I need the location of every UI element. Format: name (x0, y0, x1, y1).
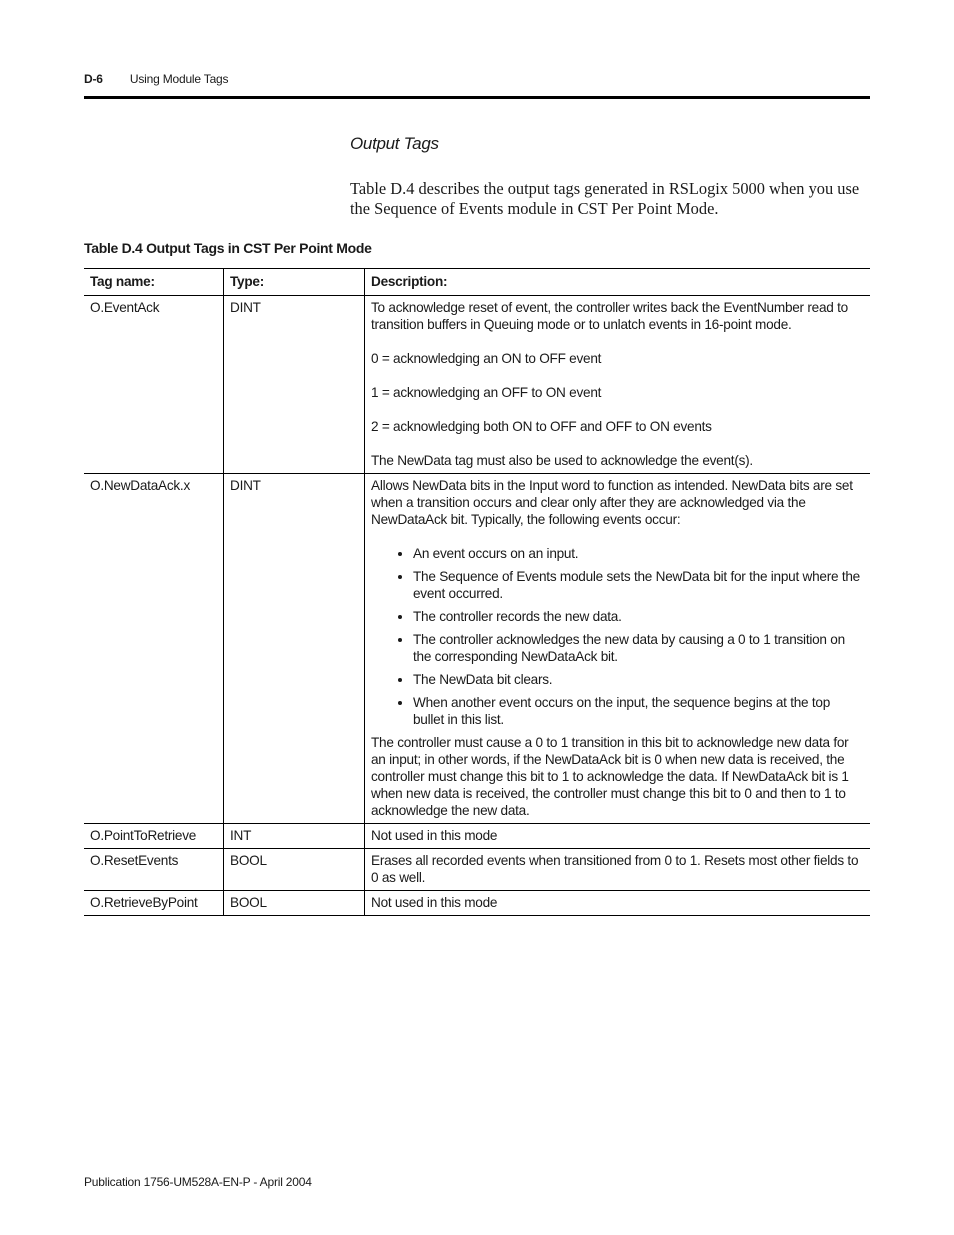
tag-name-cell: O.ResetEvents (90, 853, 179, 868)
description-paragraph: To acknowledge reset of event, the controller writes back the EventNumber read to transition buffers in Queuing mode or to unlatch events in 16-point mode. (371, 300, 848, 332)
description-cell (365, 296, 871, 474)
intro-paragraph: Table D.4 describes the output tags generated in RSLogix 5000 when you use the Sequence of Events module in CST Per Point Mode. (350, 179, 860, 218)
description-paragraph: The controller must cause a 0 to 1 transition in this bit to acknowledge new data for an input; in other words, if the NewDataAck bit is 0 when new data is received, the controller must change this bit to 1 to acknowledge the data. If NewDataAck bit is 1 when new data is received, the controller must change this bit to 0 and then to 1 to acknowledge the new data. (371, 735, 849, 818)
list-item: • The controller acknowledges the new data by causing a 0 to 1 transition on the corresponding NewDataAck bit. (413, 631, 864, 665)
type-cell: DINT (224, 474, 365, 824)
table-row (84, 474, 870, 824)
tag-name-cell: O.RetrieveByPoint (90, 895, 198, 910)
description-paragraph: 1 = acknowledging an OFF to ON event (371, 385, 602, 400)
column-header-type: Type: (224, 269, 365, 296)
page-number: D-6 (84, 72, 103, 86)
description-paragraph: 0 = acknowledging an ON to OFF event (371, 351, 602, 366)
description-cell (365, 474, 871, 824)
description-paragraph: 2 = acknowledging both ON to OFF and OFF to ON events (371, 419, 712, 434)
list-item: • An event occurs on an input. (413, 545, 864, 562)
event-sequence-list (371, 545, 864, 728)
list-item: • When another event occurs on the input, the sequence begins at the top bullet in this list. (413, 694, 864, 728)
type-cell: BOOL (224, 849, 365, 891)
table-header-row (84, 269, 870, 296)
description-cell: Not used in this mode (365, 891, 871, 916)
tag-name-cell: O.NewDataAck.x (90, 478, 190, 493)
description-paragraph: The NewData tag must also be used to acknowledge the event(s). (371, 453, 753, 468)
description-cell: Erases all recorded events when transitioned from 0 to 1. Resets most other fields to 0 as well. (365, 849, 871, 891)
table-row (84, 296, 870, 474)
tag-name-cell: O.EventAck (90, 300, 160, 315)
table-row (84, 849, 870, 891)
column-header-description: Description: (365, 269, 871, 296)
section-title: Output Tags (350, 134, 439, 153)
table-row (84, 824, 870, 849)
type-cell: INT (224, 824, 365, 849)
running-title: Using Module Tags (129, 72, 229, 86)
column-header-tag-name: Tag name: (90, 274, 155, 289)
type-cell: BOOL (224, 891, 365, 916)
list-item: • The controller records the new data. (413, 608, 864, 625)
running-header (84, 72, 228, 86)
table-caption: Table D.4 Output Tags in CST Per Point Mode (84, 240, 372, 256)
tag-name-cell: O.PointToRetrieve (90, 828, 197, 843)
table-row (84, 891, 870, 916)
list-item: • The Sequence of Events module sets the NewData bit for the input where the event occurred. (413, 568, 864, 602)
publication-footer: Publication 1756-UM528A-EN-P - April 2004 (84, 1175, 312, 1189)
type-cell: DINT (224, 296, 365, 474)
output-tags-table (84, 268, 870, 916)
description-paragraph: Allows NewData bits in the Input word to function as intended. NewData bits are set when a transition occurs and clear only after they are acknowledged via the NewDataAck bit. Typically, the following events occur: (371, 478, 853, 527)
list-item: • The NewData bit clears. (413, 671, 864, 688)
header-rule (84, 96, 870, 99)
description-cell: Not used in this mode (365, 824, 871, 849)
